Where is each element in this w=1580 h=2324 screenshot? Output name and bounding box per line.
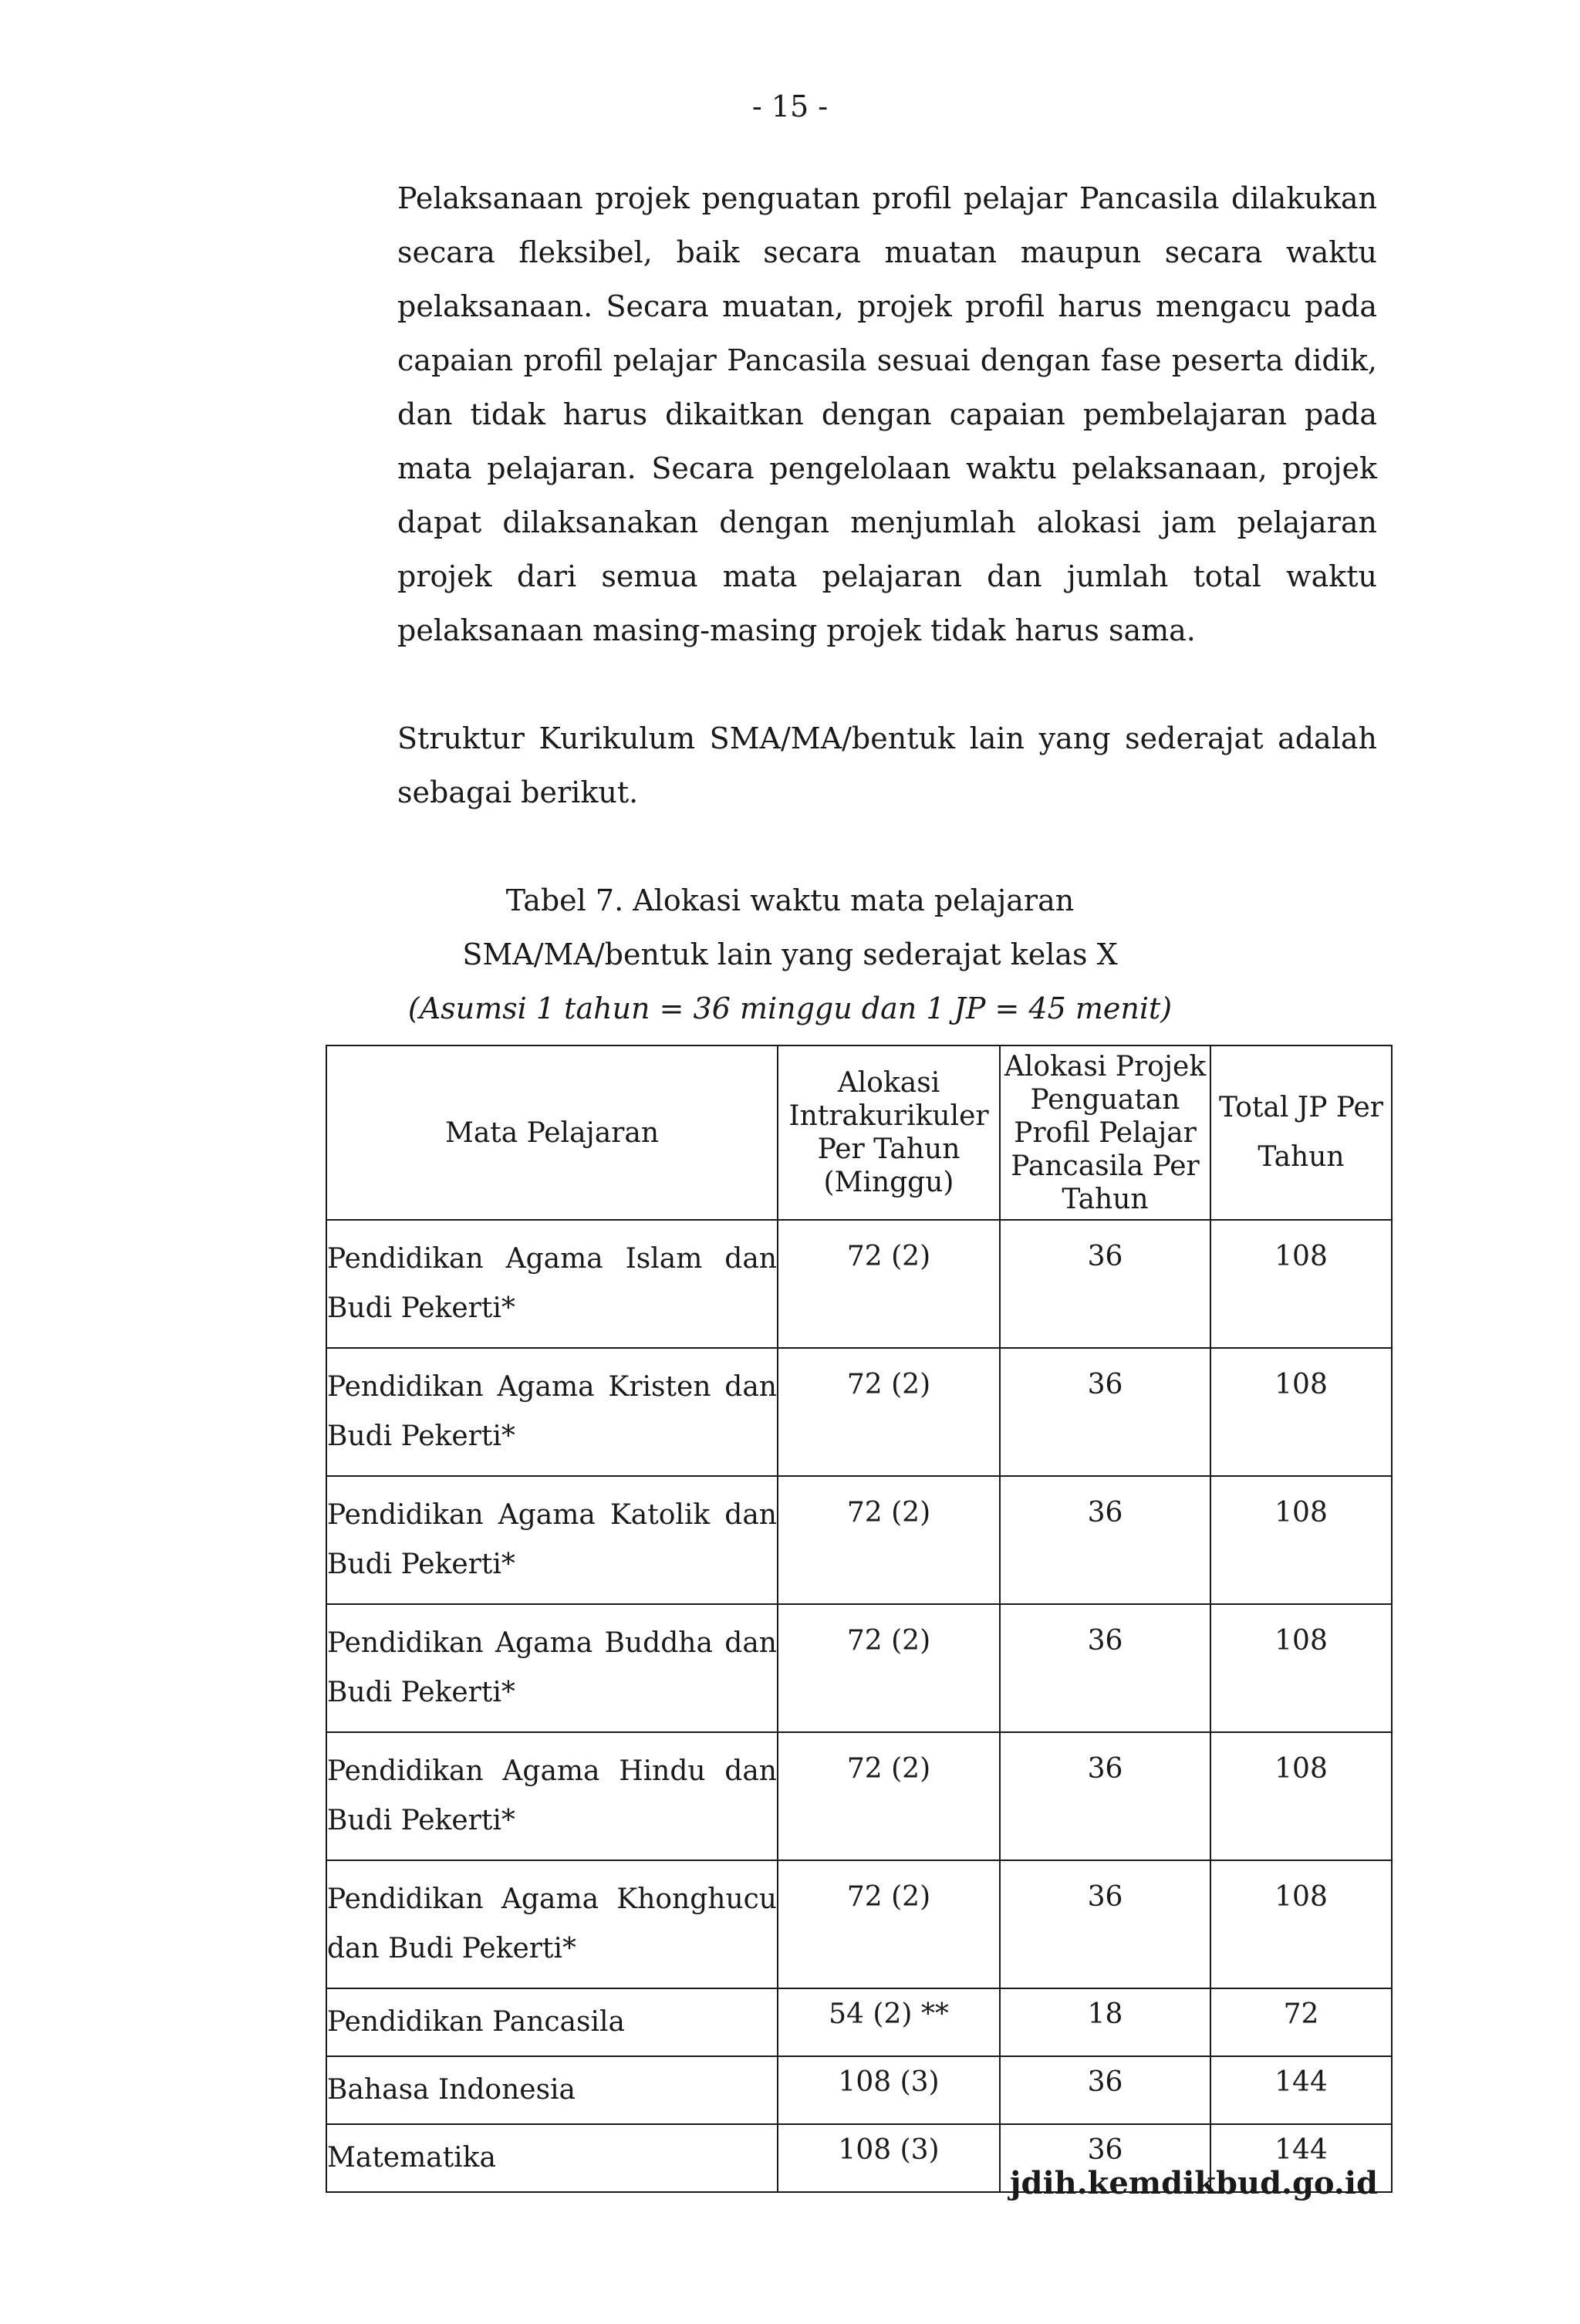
footer-url: jdih.kemdikbud.go.id xyxy=(1010,2165,1378,2201)
table-row xyxy=(326,1604,1392,1732)
intrakurikuler-cell: 108 (3) xyxy=(778,2124,1000,2192)
total-cell: 72 xyxy=(1210,1988,1392,2056)
intrakurikuler-cell: 54 (2) ** xyxy=(778,1988,1000,2056)
projek-cell: 36 xyxy=(1000,1604,1210,1732)
table-caption: Tabel 7. Alokasi waktu mata pelajaran xyxy=(505,883,1075,917)
table-row xyxy=(326,2056,1392,2124)
projek-cell: 36 xyxy=(1000,2124,1210,2192)
total-cell: 108 xyxy=(1210,1860,1392,1988)
table-row xyxy=(326,1988,1392,2056)
projek-cell: 18 xyxy=(1000,1988,1210,2056)
projek-cell: 36 xyxy=(1000,2056,1210,2124)
table-row xyxy=(326,1220,1392,1348)
intrakurikuler-cell: 72 (2) xyxy=(778,1604,1000,1732)
total-cell: 108 xyxy=(1210,1604,1392,1732)
body-paragraph: Pelaksanaan projek penguatan profil pelajar Pancasila dilakukan secara fleksibel, baik secara muatan maupun secara waktu pelaksanaan. Secara muatan, projek profil harus mengacu pada capaian profil pelajar Pancasila sesuai dengan fase peserta didik, dan tidak harus dikaitkan dengan capaian pembelajaran pada mata pelajaran. Secara pengelolaan waktu pelaksanaan, projek dapat dilaksanakan dengan menjumlah alokasi jam pelajaran projek dari semua mata pelajaran dan jumlah total waktu pelaksanaan masing-masing projek tidak harus sama. xyxy=(397,181,1377,647)
subject-cell: Pendidikan Agama Buddha dan Budi Pekerti* xyxy=(326,1604,778,1732)
projek-cell: 36 xyxy=(1000,1348,1210,1476)
subject-cell: Pendidikan Agama Hindu dan Budi Pekerti* xyxy=(326,1732,778,1860)
intrakurikuler-cell: 72 (2) xyxy=(778,1732,1000,1860)
table-row xyxy=(326,1732,1392,1860)
header-subject: Mata Pelajaran xyxy=(326,1045,778,1220)
total-cell: 108 xyxy=(1210,1476,1392,1604)
projek-cell: 36 xyxy=(1000,1732,1210,1860)
intrakurikuler-cell: 72 (2) xyxy=(778,1860,1000,1988)
intrakurikuler-cell: 72 (2) xyxy=(778,1476,1000,1604)
intrakurikuler-cell: 108 (3) xyxy=(778,2056,1000,2124)
allocation-table xyxy=(326,1045,1393,2193)
header-intrakurikuler: Alokasi Intrakurikuler Per Tahun (Minggu) xyxy=(778,1045,1000,1220)
projek-cell: 36 xyxy=(1000,1220,1210,1348)
total-cell: 108 xyxy=(1210,1732,1392,1860)
subject-cell: Pendidikan Agama Khonghucu dan Budi Pekerti* xyxy=(326,1860,778,1988)
total-cell: 108 xyxy=(1210,1348,1392,1476)
subject-cell: Pendidikan Agama Katolik dan Budi Pekerti* xyxy=(326,1476,778,1604)
table-header-row xyxy=(326,1045,1392,1220)
page-number: - 15 - xyxy=(751,90,829,123)
intrakurikuler-cell: 72 (2) xyxy=(778,1348,1000,1476)
table-row xyxy=(326,1348,1392,1476)
table-row xyxy=(326,1476,1392,1604)
subject-cell: Pendidikan Agama Islam dan Budi Pekerti* xyxy=(326,1220,778,1348)
header-projek: Alokasi Projek Penguatan Profil Pelajar Pancasila Per Tahun xyxy=(1000,1045,1210,1220)
projek-cell: 36 xyxy=(1000,1476,1210,1604)
table-row xyxy=(326,1860,1392,1988)
subject-cell: Pendidikan Agama Kristen dan Budi Pekerti* xyxy=(326,1348,778,1476)
table-caption: SMA/MA/bentuk lain yang sederajat kelas X xyxy=(462,937,1118,971)
table-caption-note: (Asumsi 1 tahun = 36 minggu dan 1 JP = 45 menit) xyxy=(407,991,1173,1025)
subject-cell: Bahasa Indonesia xyxy=(326,2056,778,2124)
total-cell: 144 xyxy=(1210,2124,1392,2192)
total-cell: 108 xyxy=(1210,1220,1392,1348)
total-cell: 144 xyxy=(1210,2056,1392,2124)
intrakurikuler-cell: 72 (2) xyxy=(778,1220,1000,1348)
subject-cell: Pendidikan Pancasila xyxy=(326,1988,778,2056)
header-total: Total JP Per Tahun xyxy=(1210,1045,1392,1220)
projek-cell: 36 xyxy=(1000,1860,1210,1988)
subject-cell: Matematika xyxy=(326,2124,778,2192)
body-paragraph: Struktur Kurikulum SMA/MA/bentuk lain yang sederajat adalah sebagai berikut. xyxy=(397,721,1377,809)
